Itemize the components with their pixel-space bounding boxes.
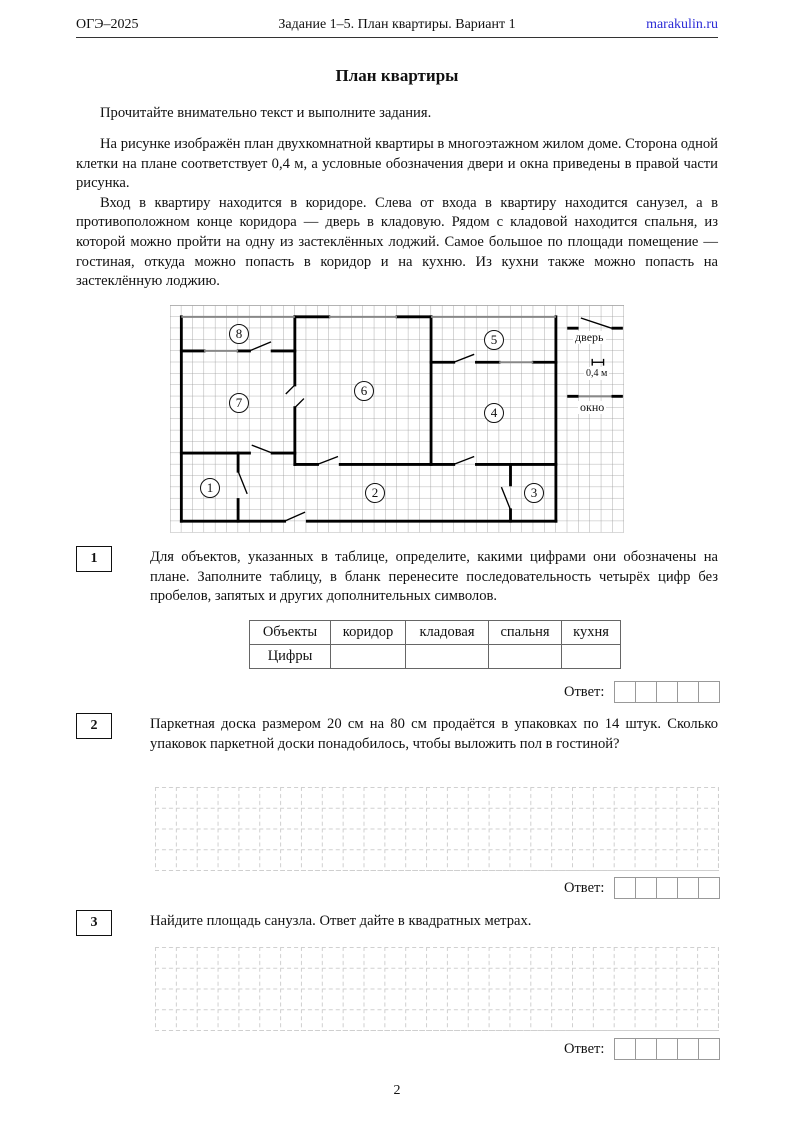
answer-cell[interactable] — [615, 682, 636, 702]
answer-cell[interactable] — [636, 682, 657, 702]
room-label-1: 1 — [200, 478, 220, 498]
header-task-title: Задание 1–5. План квартиры. Вариант 1 — [278, 17, 516, 32]
table-cell: кухня — [562, 621, 621, 645]
header-exam-label: ОГЭ–2025 — [76, 17, 139, 32]
answer-cell[interactable] — [678, 1039, 699, 1059]
header-site-link[interactable]: marakulin.ru — [646, 17, 718, 32]
answer-cell[interactable] — [699, 1039, 719, 1059]
floor-plan — [170, 305, 624, 533]
page-title: План квартиры — [335, 66, 459, 85]
room-label-7: 7 — [229, 393, 249, 413]
legend-scale-label: 0,4 м — [586, 368, 608, 379]
table-cell: Цифры — [250, 645, 331, 669]
intro-paragraph-2: Вход в квартиру находится в коридоре. Слева от входа в квартиру находится санузел, а в противоположном конце коридора — дверь в кладовую. Рядом с кладовой находится спальня, из которой можно пройти на одну из застеклённых лоджий. Самое большое по площади помещение — гостиная, откуда можно попасть в коридор и на кухню. Из кухни также можно попасть на застеклённую лоджию. — [76, 194, 718, 290]
answer-label-3: Ответ: — [564, 1041, 605, 1057]
answer-box-1[interactable] — [614, 681, 720, 703]
draft-grid-2[interactable] — [155, 787, 719, 871]
answer-cell[interactable] — [615, 878, 636, 898]
digit-input-cell[interactable] — [562, 645, 621, 669]
answer-box-2[interactable] — [614, 877, 720, 899]
room-label-4: 4 — [484, 403, 504, 423]
legend-window-label: окно — [580, 400, 605, 414]
question-number-2: 2 — [76, 713, 112, 739]
table-cell: Объекты — [250, 621, 331, 645]
question-text-3: Найдите площадь санузла. Ответ дайте в квадратных метрах. — [150, 913, 532, 929]
question-text-2: Паркетная доска размером 20 см на 80 см продаётся в упаковках по 14 штук. Сколько упаковок паркетной доски понадобилось, чтобы выложить пол в гостиной? — [150, 716, 718, 752]
answer-cell[interactable] — [636, 878, 657, 898]
answer-cell[interactable] — [699, 878, 719, 898]
room-label-2: 2 — [365, 483, 385, 503]
table-cell: кладовая — [406, 621, 489, 645]
header-divider — [76, 37, 718, 38]
room-label-3: 3 — [524, 483, 544, 503]
digit-input-cell[interactable] — [331, 645, 406, 669]
answer-box-3[interactable] — [614, 1038, 720, 1060]
instruction-text: Прочитайте внимательно текст и выполните задания. — [100, 105, 432, 121]
intro-paragraph-1: На рисунке изображён план двухкомнатной квартиры в многоэтажном жилом доме. Сторона одной клетки на плане соответствует 0,4 м, а условные обозначения двери и окна приведены в правой части рисунка. — [76, 136, 718, 192]
answer-cell[interactable] — [678, 682, 699, 702]
question-number-3: 3 — [76, 910, 112, 936]
answer-cell[interactable] — [657, 682, 678, 702]
room-label-8: 8 — [229, 324, 249, 344]
answer-cell[interactable] — [678, 878, 699, 898]
answer-label-2: Ответ: — [564, 880, 605, 896]
question-text-1: Для объектов, указанных в таблице, определите, какими цифрами они обозначены на плане. Заполните таблицу, в бланк перенесите последовательность четырёх цифр без пробелов, запятых и других дополнительных символов. — [150, 549, 718, 605]
digit-input-cell[interactable] — [406, 645, 489, 669]
intro-text — [76, 135, 718, 292]
answer-label-1: Ответ: — [564, 684, 605, 700]
table-cell: спальня — [489, 621, 562, 645]
answer-cell[interactable] — [657, 1039, 678, 1059]
table-row-objects — [250, 621, 621, 645]
draft-grid-3[interactable] — [155, 947, 719, 1031]
answer-cell[interactable] — [699, 682, 719, 702]
answer-cell[interactable] — [636, 1039, 657, 1059]
objects-table — [249, 620, 621, 669]
digit-input-cell[interactable] — [489, 645, 562, 669]
table-cell: коридор — [331, 621, 406, 645]
page-number: 2 — [393, 1083, 401, 1098]
room-label-5: 5 — [484, 330, 504, 350]
answer-cell[interactable] — [657, 878, 678, 898]
table-row-digits — [250, 645, 621, 669]
room-label-6: 6 — [354, 381, 374, 401]
answer-cell[interactable] — [615, 1039, 636, 1059]
question-number-1: 1 — [76, 546, 112, 572]
intro-instruction — [76, 104, 718, 124]
legend-door-label: дверь — [575, 330, 604, 344]
